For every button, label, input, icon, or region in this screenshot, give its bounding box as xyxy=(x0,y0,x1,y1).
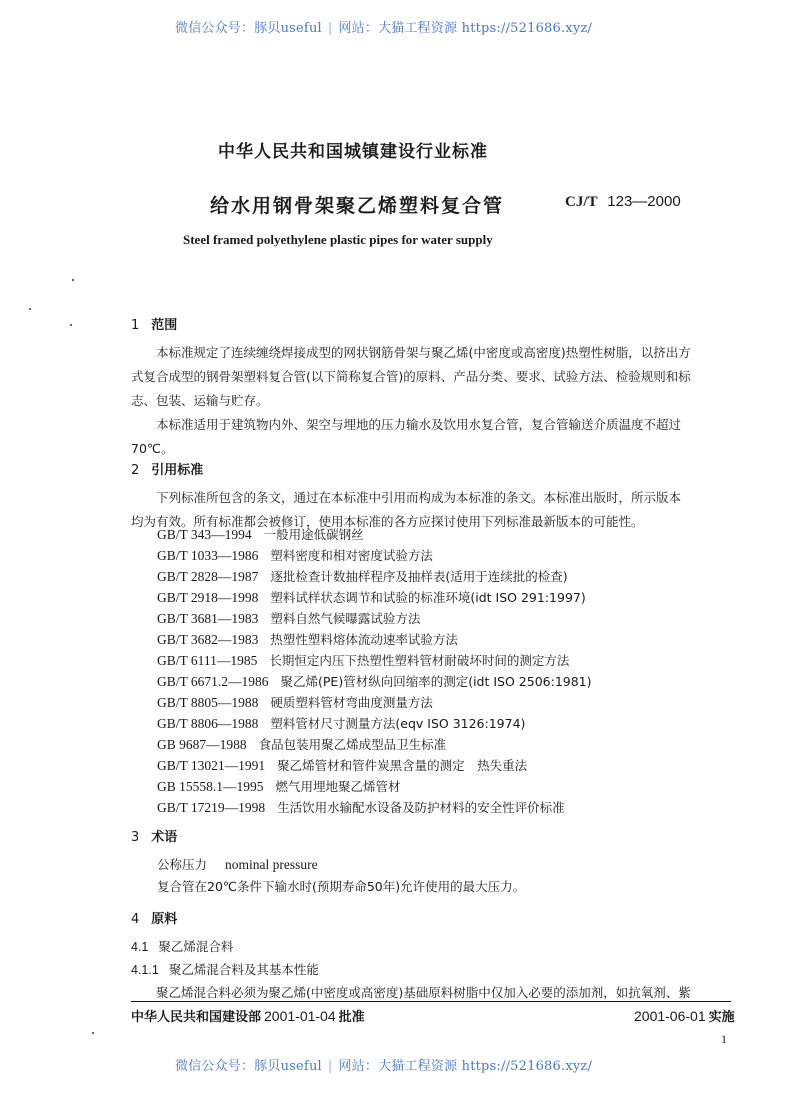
scan-speck xyxy=(70,324,72,326)
reference-item xyxy=(157,524,592,545)
reference-title: 燃气用埋地聚乙烯管材 xyxy=(275,779,401,794)
section-3-heading xyxy=(131,826,177,845)
reference-item xyxy=(157,692,592,713)
reference-list xyxy=(157,524,592,818)
reference-item xyxy=(157,608,592,629)
scan-speck xyxy=(92,1032,94,1034)
reference-item xyxy=(157,566,592,587)
reference-title: 塑料试样状态调节和试验的标准环境(idt ISO 291:1997) xyxy=(270,590,586,605)
reference-code: GB/T 8806—1988 xyxy=(157,716,259,731)
watermark-separator: | xyxy=(327,21,333,36)
reference-title: 食品包装用聚乙烯成型品卫生标准 xyxy=(258,737,447,752)
reference-code: GB/T 2828—1987 xyxy=(157,569,259,584)
term-en: nominal pressure xyxy=(225,857,318,872)
section-4-heading xyxy=(131,908,177,927)
reference-title: 逐批检查计数抽样程序及抽样表(适用于连续批的检查) xyxy=(270,569,568,584)
subsection-title: 聚乙烯混合料 xyxy=(158,939,234,954)
reference-item xyxy=(157,587,592,608)
reference-title: 硬质塑料管材弯曲度测量方法 xyxy=(270,695,433,710)
reference-item xyxy=(157,755,592,776)
section-number: 1 xyxy=(131,318,140,333)
approval-label: 批准 xyxy=(338,1010,365,1025)
reference-title: 聚乙烯管材和管件炭黑含量的测定 热失重法 xyxy=(277,758,528,773)
section-title: 引用标准 xyxy=(151,463,204,478)
reference-code: GB/T 13021—1991 xyxy=(157,758,266,773)
reference-code: GB 9687—1988 xyxy=(157,737,247,752)
reference-title: 生活饮用水输配水设备及防护材料的安全性评价标准 xyxy=(277,800,565,815)
subsection-4-1 xyxy=(131,937,233,955)
reference-item xyxy=(157,629,592,650)
effective-date: 2001-06-01 xyxy=(634,1008,706,1024)
term-entry xyxy=(157,855,318,873)
reference-code: GB/T 8805—1988 xyxy=(157,695,259,710)
reference-item xyxy=(157,734,592,755)
reference-code: GB 15558.1—1995 xyxy=(157,779,264,794)
subsection-number: 4.1 xyxy=(131,940,149,954)
section-2-heading xyxy=(131,459,203,478)
section-1-para-2: 本标准适用于建筑物内外、架空与埋地的压力输水及饮用水复合管，复合管输送介质温度不超过70℃。 xyxy=(131,417,682,456)
doc-code-prefix: CJ/T xyxy=(565,194,598,210)
section-1-heading xyxy=(131,314,177,333)
reference-title: 聚乙烯(PE)管材纵向回缩率的测定(idt ISO 2506:1981) xyxy=(280,674,592,689)
subsection-4-1-1 xyxy=(131,960,319,978)
reference-item xyxy=(157,713,592,734)
reference-code: GB/T 343—1994 xyxy=(157,527,252,542)
reference-item xyxy=(157,545,592,566)
reference-title: 塑料管材尺寸测量方法(eqv ISO 3126:1974) xyxy=(270,716,526,731)
approval-date: 2001-01-04 xyxy=(264,1008,336,1024)
doc-code xyxy=(565,193,681,211)
reference-item xyxy=(157,650,592,671)
org-title: 中华人民共和国城镇建设行业标准 xyxy=(218,142,488,162)
reference-item xyxy=(157,671,592,692)
watermark-wechat: 微信公众号：豚贝useful xyxy=(175,21,322,36)
page-number: 1 xyxy=(721,1032,727,1046)
term-definition: 复合管在20℃条件下输水时(预期寿命50年)允许使用的最大压力。 xyxy=(157,879,526,894)
section-number: 4 xyxy=(131,912,140,927)
scan-speck xyxy=(72,279,74,281)
section-title: 原料 xyxy=(151,912,178,927)
english-title: Steel framed polyethylene plastic pipes for water supply xyxy=(183,232,493,247)
reference-title: 塑料密度和相对密度试验方法 xyxy=(270,548,433,563)
doc-title: 给水用钢骨架聚乙烯塑料复合管 xyxy=(210,195,505,217)
footer-approval xyxy=(131,1006,365,1025)
reference-code: GB/T 17219—1998 xyxy=(157,800,266,815)
watermark-wechat: 微信公众号：豚贝useful xyxy=(175,1059,322,1074)
section-title: 范围 xyxy=(151,318,178,333)
section-title: 术语 xyxy=(151,830,178,845)
reference-code: GB/T 3681—1983 xyxy=(157,611,259,626)
reference-title: 长期恒定内压下热塑性塑料管材耐破坏时间的测定方法 xyxy=(269,653,570,668)
section-4-text xyxy=(131,983,731,1002)
section-number: 3 xyxy=(131,830,140,845)
reference-title: 一般用途低碳钢丝 xyxy=(263,527,364,542)
reference-code: GB/T 2918—1998 xyxy=(157,590,259,605)
subsection-title: 聚乙烯混合料及其基本性能 xyxy=(168,962,319,977)
term-cn: 公称压力 xyxy=(157,857,208,872)
watermark-separator: | xyxy=(327,1059,333,1074)
approval-org: 中华人民共和国建设部 xyxy=(131,1010,262,1025)
watermark-site: 网站：大猫工程资源 https://521686.xyz/ xyxy=(338,21,593,36)
section-4-text-content: 聚乙烯混合料必须为聚乙烯(中密度或高密度)基础原料树脂中仅加入必要的添加剂，如抗氧剂、紫 xyxy=(156,985,691,1000)
scan-speck xyxy=(29,308,31,310)
reference-item xyxy=(157,797,592,818)
watermark-site: 网站：大猫工程资源 https://521686.xyz/ xyxy=(338,1059,593,1074)
reference-title: 塑料自然气候曝露试验方法 xyxy=(270,611,421,626)
reference-item xyxy=(157,776,592,797)
footer-effective xyxy=(634,1006,735,1025)
section-number: 2 xyxy=(131,463,140,478)
watermark-top xyxy=(175,17,592,36)
reference-title: 热塑性塑料熔体流动速率试验方法 xyxy=(270,632,458,647)
section-2-intro: 下列标准所包含的条文，通过在本标准中引用而构成为本标准的条文。本标准出版时，所示版本均为有效。所有标准都会被修订，使用本标准的各方应探讨使用下列标准最新版本的可能性。 xyxy=(131,490,682,529)
reference-code: GB/T 6671.2—1986 xyxy=(157,674,269,689)
subsection-number: 4.1.1 xyxy=(131,963,159,977)
reference-code: GB/T 6111—1985 xyxy=(157,653,258,668)
doc-code-number: 123—2000 xyxy=(607,193,681,210)
reference-code: GB/T 3682—1983 xyxy=(157,632,259,647)
effective-label: 实施 xyxy=(708,1010,735,1025)
section-1-para-1: 本标准规定了连续缠绕焊接成型的网状钢筋骨架与聚乙烯(中密度或高密度)热塑性树脂，以挤出方式复合成型的钢骨架塑料复合管(以下简称复合管)的原料、产品分类、要求、试验方法、检验规则和标志、包装、运输与贮存。 xyxy=(131,345,691,408)
reference-code: GB/T 1033—1986 xyxy=(157,548,259,563)
watermark-bottom xyxy=(175,1055,592,1074)
